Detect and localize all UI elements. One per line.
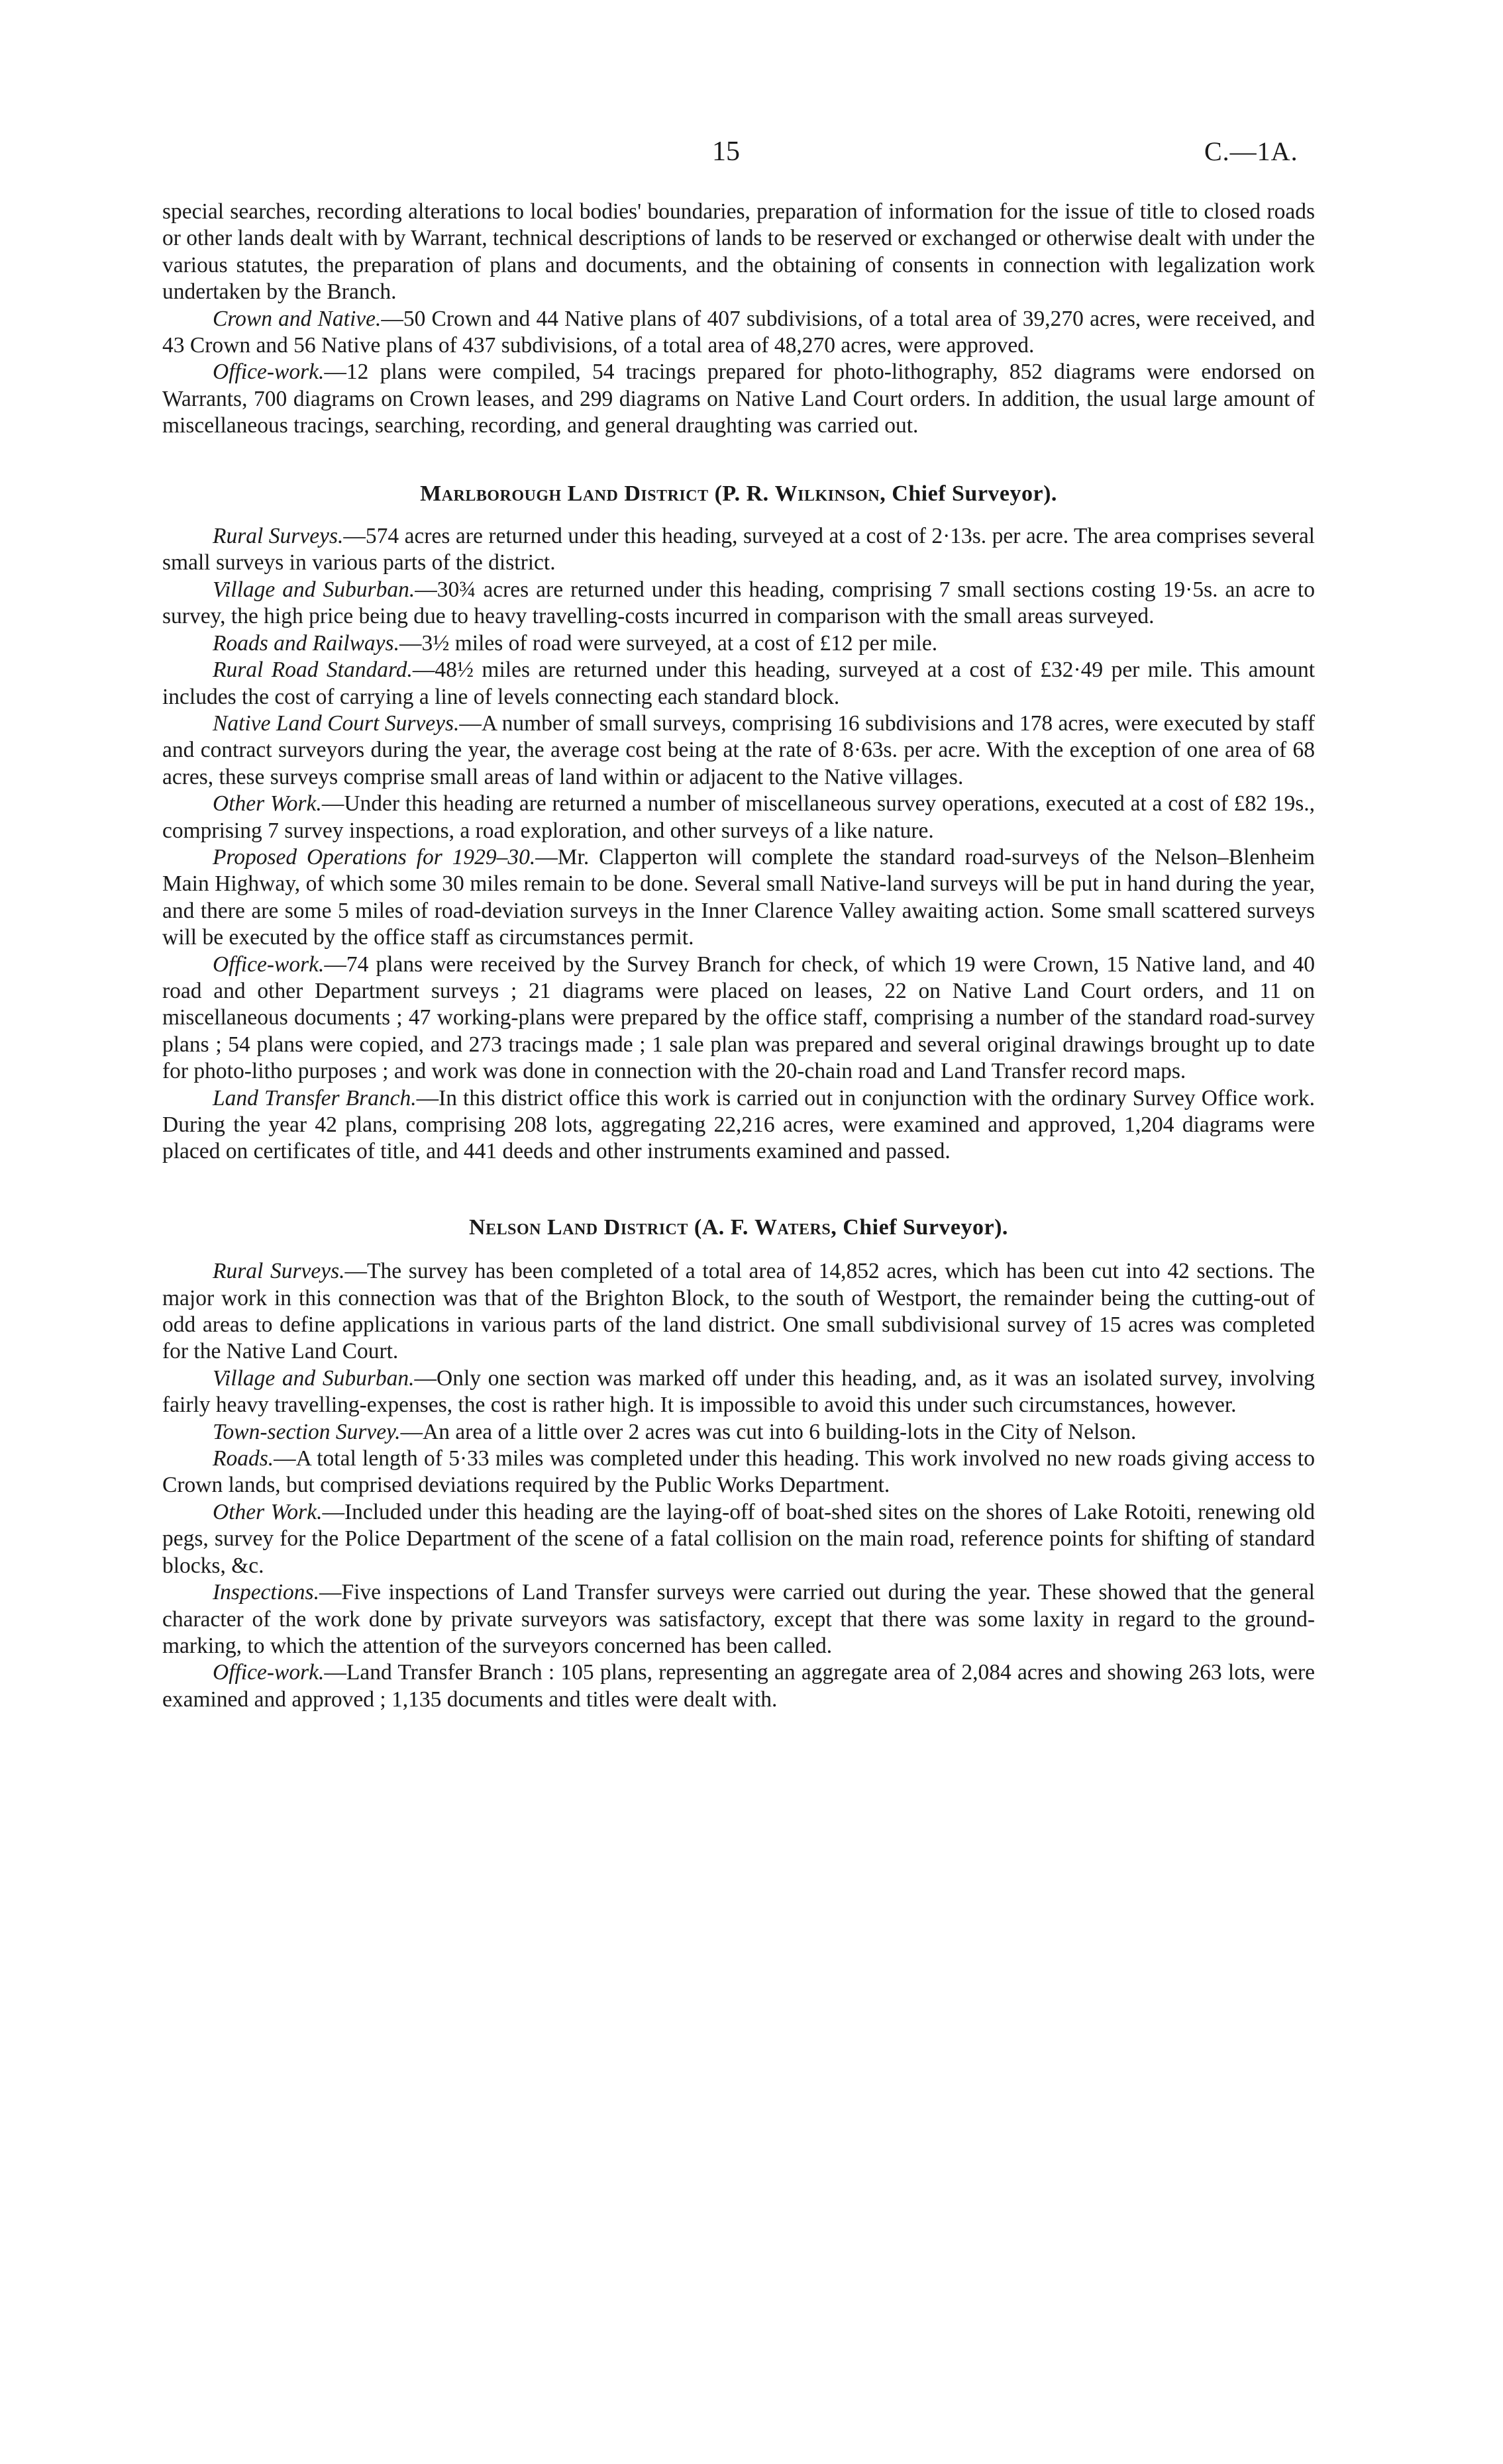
body-paragraph	[162, 1258, 1315, 1365]
paragraph-heading: Village and Suburban.	[213, 577, 415, 602]
paragraph-heading: Office-work.	[213, 360, 325, 385]
body-paragraph	[162, 711, 1315, 791]
paragraph-heading: Rural Road Standard.	[213, 658, 413, 683]
paragraph-text: —48½ miles are returned under this heading, surveyed at a cost of £32·49 per mile. This amount includes the cost of carrying a line of levels connecting each standard block.	[162, 658, 1315, 709]
paragraph-heading: Other Work.	[213, 1499, 323, 1524]
body-paragraph	[162, 1365, 1315, 1419]
page-body	[162, 199, 1315, 1713]
paragraph-heading: Office-work.	[213, 952, 325, 977]
paper-reference: C.—1A.	[1204, 136, 1298, 166]
section-heading-marlborough: Marlborough Land District (P. R. Wilkinson, Chief Surveyor).	[420, 481, 1057, 506]
paragraph-heading: Office-work.	[213, 1660, 325, 1685]
paragraph-heading: Rural Surveys.	[213, 524, 344, 549]
paragraph-text: —50 Crown and 44 Native plans of 407 subdivisions, of a total area of 39,270 acres, were received, and 43 Crown and 56 Native plans of 437 subdivisions, of a total area of 48,270 acres, were approved.	[162, 306, 1316, 358]
paragraph-text: —74 plans were received by the Survey Branch for check, of which 19 were Crown, 15 Native land, and 40 road and other Department surveys ; 21 diagrams were placed on leases, 22 on Native Land Court orders, and 11 on miscellaneous documents ; 47 working-plans were prepared by the office staff, comprising a number of the standard road-survey plans ; 54 plans were copied, and 273 tracings made ; 1 sale plan was prepared and several original drawings brought up to date for photo-litho purposes ; and work was done in connection with the 20-chain road and Land Transfer record maps.	[162, 952, 1315, 1084]
paragraph-text: —The survey has been completed of a total area of 14,852 acres, which has been cut into 42 sections. The major work in this connection was that of the Brighton Block, to the south of Westport, the remainder being the cutting-out of odd areas to define applications in various parts of the land district. One small subdivisional survey of 15 acres was completed for the Native Land Court.	[162, 1259, 1315, 1364]
paragraph-heading: Proposed Operations for 1929–30.	[213, 844, 536, 869]
paragraph-heading: Village and Suburban.	[213, 1365, 415, 1391]
body-paragraph	[162, 523, 1315, 577]
paragraph-text: —Mr. Clapperton will complete the standard road-surveys of the Nelson–Blenheim Main Highway, of which some 30 miles remain to be done. Several small Native-land surveys will be put in hand during the year, and there are some 5 miles of road-deviation surveys in the Inner Clarence Valley awaiting action. Some small scattered surveys will be executed by the office staff as circumstances permit.	[162, 844, 1315, 950]
intro-paragraph	[162, 359, 1315, 439]
intro-paragraph	[162, 306, 1315, 360]
paragraph-text: —30¾ acres are returned under this heading, comprising 7 small sections costing 19·5s. an acre to survey, the high price being due to heavy travelling-costs incurred in comparison with the small areas surveyed.	[162, 577, 1315, 629]
paragraph-text: —Only one section was marked off under this heading, and, as it was an isolated survey, involving fairly heavy travelling-expenses, the cost is rather high. It is impossible to avoid this under such circumstances, however.	[162, 1365, 1315, 1418]
page-header	[0, 136, 1503, 175]
body-paragraph	[162, 1499, 1315, 1579]
paragraph-heading: Native Land Court Surveys.	[213, 711, 460, 736]
paragraph-text: —Under this heading are returned a number of miscellaneous survey operations, executed at a cost of £82 19s., comprising 7 survey inspections, a road exploration, and other surveys of a like nature.	[162, 791, 1315, 843]
paragraph-heading: Rural Surveys.	[213, 1259, 345, 1284]
paragraph-text: —A number of small surveys, comprising 16 subdivisions and 178 acres, were executed by staff and contract surveyors during the year, the average cost being at the rate of 8·63s. per acre. With the exception of one area of 68 acres, these surveys comprise small areas of land within or adjacent to the Native villages.	[162, 711, 1315, 789]
paragraph-text: —574 acres are returned under this heading, surveyed at a cost of 2·13s. per acre. The area comprises several small surveys in various parts of the district.	[162, 524, 1315, 575]
paragraph-text: —In this district office this work is carried out in conjunction with the ordinary Survey Office work. During the year 42 plans, comprising 208 lots, aggregating 22,216 acres, were examined and approved, 1,204 diagrams were placed on certificates of title, and 441 deeds and other instruments examined and passed.	[162, 1085, 1315, 1164]
body-paragraph	[162, 657, 1315, 711]
body-paragraph	[162, 577, 1315, 630]
paragraph-text: —Land Transfer Branch : 105 plans, representing an aggregate area of 2,084 acres and showing 263 lots, were examined and approved ; 1,135 documents and titles were dealt with.	[162, 1660, 1315, 1712]
body-paragraph	[162, 1085, 1315, 1165]
paragraph-text: special searches, recording alterations to local bodies' boundaries, preparation of information for the issue of title to closed roads or other lands dealt with by Warrant, technical descriptions of lands to be reserved or exchanged or otherwise dealt with under the various statutes, the preparation of plans and documents, and the obtaining of consents in connection with legalization work undertaken by the Branch.	[162, 199, 1315, 305]
body-paragraph	[162, 1659, 1315, 1713]
paragraph-heading: Other Work.	[213, 791, 322, 816]
body-paragraph	[162, 1419, 1315, 1446]
body-paragraph	[162, 1446, 1315, 1499]
paragraph-heading: Roads.	[213, 1446, 274, 1471]
body-paragraph	[162, 630, 1315, 657]
paragraph-text: —Included under this heading are the laying-off of boat-shed sites on the shores of Lake Rotoiti, renewing old pegs, survey for the Police Department of the scene of a fatal collision on the main road, reference points for shifting of standard blocks, &c.	[162, 1499, 1315, 1578]
section-marlborough	[162, 523, 1315, 1165]
paragraph-heading: Town-section Survey.	[213, 1419, 401, 1444]
paragraph-text: —Five inspections of Land Transfer surveys were carried out during the year. These showed that the general character of the work done by private surveyors was satisfactory, except that there was some laxity in regard to the ground-marking, to which the attention of the surveyors concerned has been called.	[162, 1580, 1315, 1658]
page-number: 15	[712, 136, 740, 167]
paragraph-text: —A total length of 5·33 miles was completed under this heading. This work involved no new roads giving access to Crown lands, but comprised deviations required by the Public Works Department.	[162, 1446, 1315, 1498]
section-nelson	[162, 1258, 1315, 1713]
body-paragraph	[162, 1579, 1315, 1659]
paragraph-heading: Land Transfer Branch.	[213, 1085, 417, 1110]
body-paragraph	[162, 952, 1315, 1085]
body-paragraph	[162, 844, 1315, 952]
paragraph-text: —3½ miles of road were surveyed, at a cost of £12 per mile.	[399, 630, 938, 656]
body-paragraph	[162, 791, 1315, 844]
section-heading-nelson: Nelson Land District (A. F. Waters, Chief Surveyor).	[469, 1214, 1008, 1240]
paragraph-heading: Inspections.	[213, 1580, 319, 1605]
intro-paragraph	[162, 199, 1315, 306]
paragraph-heading: Roads and Railways.	[213, 630, 399, 656]
paragraph-text: —12 plans were compiled, 54 tracings prepared for photo-lithography, 852 diagrams were endorsed on Warrants, 700 diagrams on Crown leases, and 299 diagrams on Native Land Court orders. In addition, the usual large amount of miscellaneous tracings, searching, recording, and general draughting was carried out.	[162, 360, 1315, 438]
paragraph-text: —An area of a little over 2 acres was cut into 6 building-lots in the City of Nelson.	[400, 1419, 1137, 1444]
paragraph-heading: Crown and Native.	[213, 306, 382, 331]
